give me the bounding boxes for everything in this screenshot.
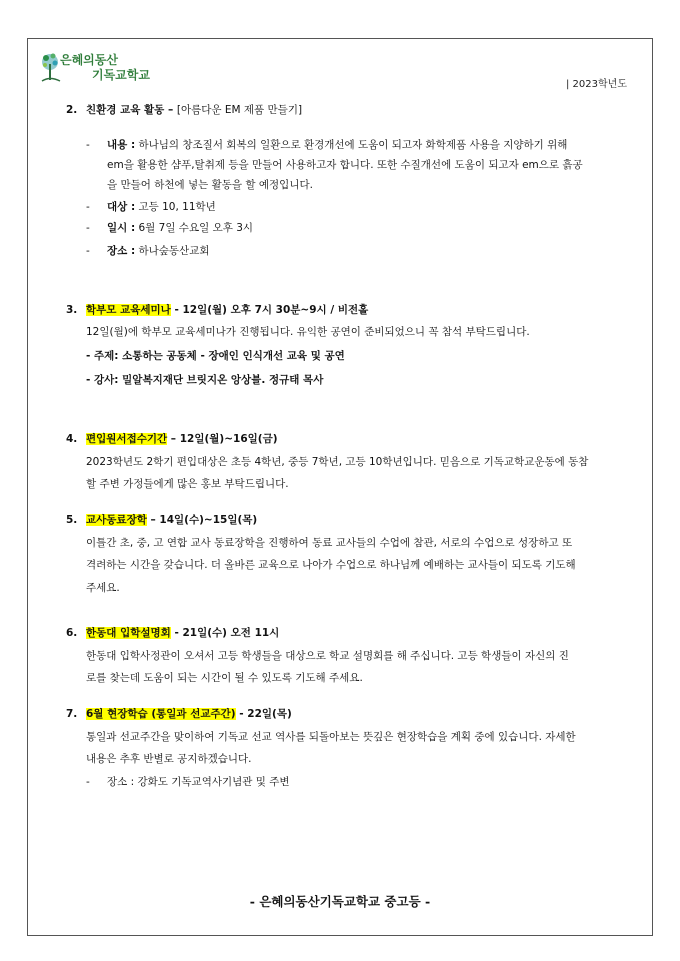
section-7-line-1: 통일과 선교주간을 맞이하여 기독교 선교 역사를 되돌아보는 뜻깊은 현장학습을 계획 중에 있습니다. 자세한 <box>86 731 576 743</box>
section-6-rest: - 21일(수) 오전 11시 <box>170 627 280 639</box>
section-4-heading <box>86 433 278 446</box>
section-5-line-2: 격려하는 시간을 갖습니다. 더 올바른 교육으로 나아가 수업으로 하나님께 예배하는 교사들이 되도록 기도해 <box>86 559 576 571</box>
section-6-number: 6. <box>66 627 78 639</box>
section-5-number: 5. <box>66 514 78 526</box>
section-3-rest: - 12일(월) 오후 7시 30분~9시 / 비전홀 <box>170 304 369 316</box>
target-line <box>107 201 216 214</box>
section-3-title: 학부모 교육세미나 <box>86 304 171 316</box>
place-label: 장소 : <box>107 245 136 257</box>
section-2-subtitle: [아름다운 EM 제품 만들기] <box>176 104 303 116</box>
section-3-speaker: - 강사: 밀알복지재단 브릿지온 앙상블. 정규태 목사 <box>86 374 324 386</box>
section-4-line-1: 2023학년도 2학기 편입대상은 초등 4학년, 중등 7학년, 고등 10학년입니다. 믿음으로 기독교학교운동에 동참 <box>86 456 589 468</box>
section-5-line-3: 주세요. <box>86 582 120 594</box>
section-5-heading <box>86 514 257 527</box>
page-footer: - 은혜의동산기독교학교 중고등 - <box>249 894 431 909</box>
content-line-2: em을 활용한 샴푸,탈취제 등을 만들어 사용하고자 합니다. 또한 수질개선에 도움이 되고자 em으로 흙공 <box>107 159 583 171</box>
content-line-3: 을 만들어 하천에 넣는 활동을 할 예정입니다. <box>107 179 313 191</box>
section-7-rest: - 22일(목) <box>235 708 292 720</box>
date-line <box>107 222 253 235</box>
section-2-number: 2. <box>66 104 78 116</box>
section-2-title: 친환경 교육 활동 <box>86 104 165 116</box>
logo-text-line1: 은혜의동산 <box>60 53 118 67</box>
logo-text-line2: 기독교학교 <box>92 68 150 82</box>
section-2-sep: – <box>164 104 177 116</box>
date-label: 일시 : <box>107 222 136 234</box>
bullet-dash: - <box>86 776 90 788</box>
section-4-number: 4. <box>66 433 78 445</box>
section-7-title: 6월 현장학습 (통일과 선교주간) <box>86 708 236 720</box>
section-7-number: 7. <box>66 708 78 720</box>
bullet-dash: - <box>86 139 90 151</box>
bullet-dash: - <box>86 222 90 234</box>
bullet-dash: - <box>86 245 90 257</box>
section-5-line-1: 이틀간 초, 중, 고 연합 교사 동료장학을 진행하여 동료 교사들의 수업에 참관, 서로의 수업으로 성장하고 또 <box>86 537 573 549</box>
section-3-number: 3. <box>66 304 78 316</box>
content-text-1: 하나님의 창조질서 회복의 일환으로 환경개선에 도움이 되고자 화학제품 사용을 지양하기 위해 <box>135 139 568 151</box>
section-5-title: 교사동료장학 <box>86 514 147 526</box>
place-line <box>107 245 209 258</box>
section-6-title: 한동대 입학설명회 <box>86 627 171 639</box>
section-7-heading <box>86 708 292 721</box>
place-value: 하나숲동산교회 <box>135 245 210 257</box>
section-4-rest: – 12일(월)~16일(금) <box>167 433 278 445</box>
section-3-topic: - 주제: 소통하는 공동체 - 장애인 인식개선 교육 및 공연 <box>86 350 345 362</box>
section-5-rest: – 14일(수)~15일(목) <box>146 514 258 526</box>
section-6-line-2: 로를 찾는데 도움이 되는 시간이 될 수 있도록 기도해 주세요. <box>86 672 363 684</box>
section-3-line-1: 12일(월)에 학부모 교육세미나가 진행됩니다. 유익한 공연이 준비되었으니 꼭 참석 부탁드립니다. <box>86 326 530 338</box>
section-6-heading <box>86 627 279 640</box>
section-4-line-2: 할 주변 가정들에게 많은 홍보 부탁드립니다. <box>86 478 289 490</box>
section-3-heading <box>86 304 368 317</box>
bullet-dash: - <box>86 201 90 213</box>
target-label: 대상 : <box>107 201 136 213</box>
content-line-1 <box>107 139 567 152</box>
section-2-heading <box>86 104 302 117</box>
section-4-title: 편입원서접수기간 <box>86 433 168 445</box>
content-label: 내용 : <box>107 139 136 151</box>
section-7-line-2: 내용은 추후 반별로 공지하겠습니다. <box>86 753 252 765</box>
school-year: | 2023학년도 <box>566 79 627 90</box>
target-value: 고등 10, 11학년 <box>135 201 216 213</box>
date-value: 6월 7일 수요일 오후 3시 <box>135 222 254 234</box>
section-7-place: 장소 : 강화도 기독교역사기념관 및 주변 <box>107 776 290 788</box>
section-6-line-1: 한동대 입학사정관이 오셔서 고등 학생들을 대상으로 학교 설명회를 해 주십니다. 고등 학생들이 자신의 진 <box>86 650 569 662</box>
